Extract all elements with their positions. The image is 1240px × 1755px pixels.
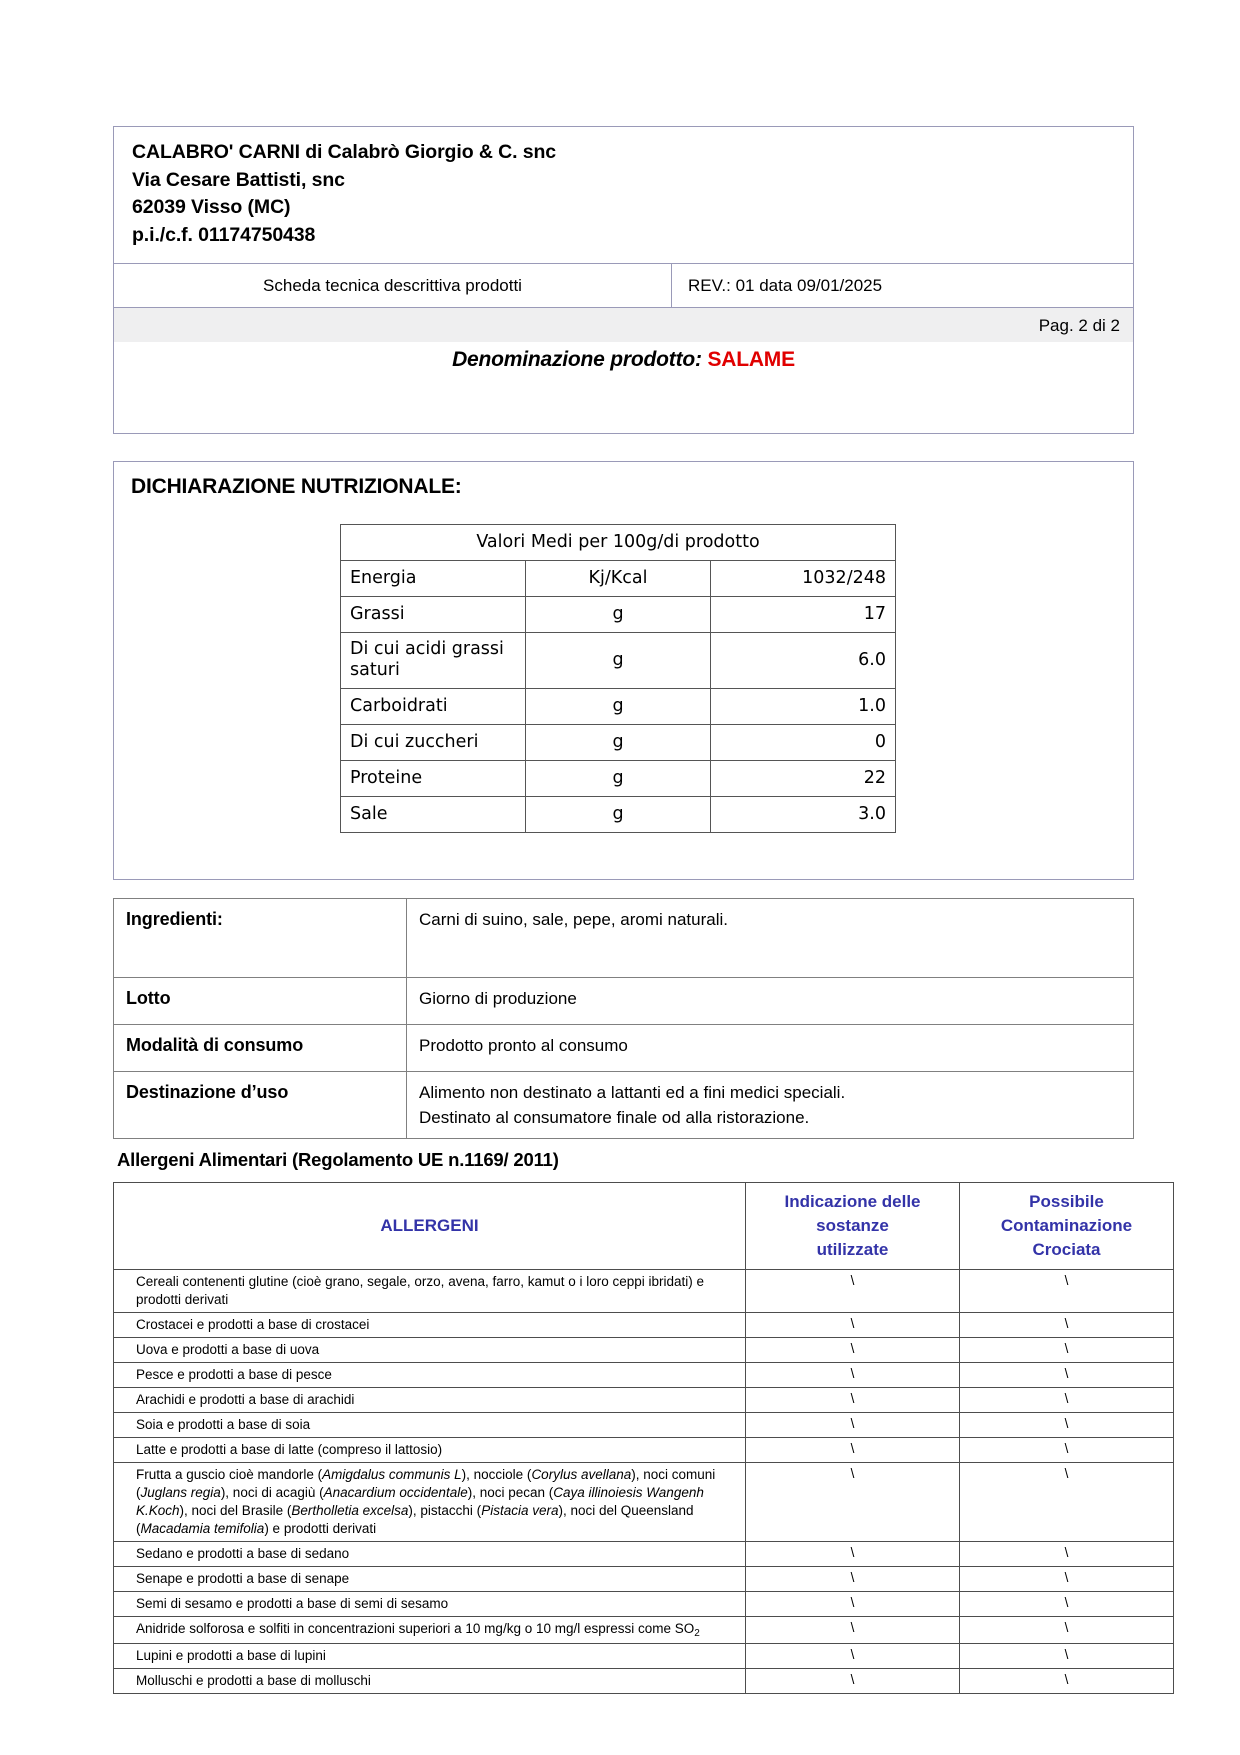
- allergen-used-mark: \: [746, 1617, 960, 1644]
- table-row: [341, 597, 896, 633]
- nutrient-unit: Kj/Kcal: [526, 561, 711, 597]
- table-row: [114, 899, 1134, 978]
- table-row: [341, 561, 896, 597]
- allergens-col-cross-line1: Possibile: [1029, 1192, 1104, 1211]
- info-key-ingredienti: Ingredienti:: [114, 899, 407, 978]
- table-row: [114, 1542, 1174, 1567]
- info-value-modalita-consumo: Prodotto pronto al consumo: [407, 1025, 1134, 1072]
- allergen-cross-contamination-mark: \: [960, 1644, 1174, 1669]
- allergens-col-used-line2: sostanze: [816, 1216, 889, 1235]
- company-address-block: [114, 127, 1133, 264]
- table-row: [114, 978, 1134, 1025]
- info-key-modalita-consumo: Modalità di consumo: [114, 1025, 407, 1072]
- allergens-col-used-line3: utilizzate: [816, 1240, 889, 1259]
- allergen-used-mark: \: [746, 1438, 960, 1463]
- allergen-cross-contamination-mark: \: [960, 1270, 1174, 1313]
- header-doc-meta-row: [114, 264, 1133, 308]
- table-row: [114, 1363, 1174, 1388]
- table-row: [114, 1592, 1174, 1617]
- nutrition-table-header: Valori Medi per 100g/di prodotto: [341, 525, 896, 561]
- company-city: 62039 Visso (MC): [132, 196, 291, 218]
- allergen-name: Anidride solforosa e solfiti in concentrazioni superiori a 10 mg/kg o 10 mg/l espressi come $SO_2$: [114, 1617, 746, 1644]
- product-denomination: [452, 348, 795, 372]
- allergens-col-used: [746, 1183, 960, 1270]
- nutrient-label: Proteine: [341, 761, 526, 797]
- allergen-cross-contamination-mark: \: [960, 1363, 1174, 1388]
- allergen-used-mark: \: [746, 1313, 960, 1338]
- info-value-destinazione-uso: [407, 1072, 1134, 1139]
- nutrient-unit: g: [526, 597, 711, 633]
- nutrition-section-title: DICHIARAZIONE NUTRIZIONALE:: [131, 475, 462, 498]
- allergen-used-mark: \: [746, 1270, 960, 1313]
- allergen-cross-contamination-mark: \: [960, 1567, 1174, 1592]
- nutrient-label: Sale: [341, 797, 526, 833]
- nutrient-value: 17: [711, 597, 896, 633]
- table-row: [114, 1072, 1134, 1139]
- allergens-col-name: ALLERGENI: [114, 1183, 746, 1270]
- nutrient-value: 6.0: [711, 633, 896, 689]
- nutrient-label: Grassi: [341, 597, 526, 633]
- info-value-destinazione-line2: Destinato al consumatore finale od alla ristorazione.: [419, 1108, 810, 1127]
- info-value-ingredienti: Carni di suino, sale, pepe, aromi naturali.: [407, 899, 1134, 978]
- nutrient-value: 1032/248: [711, 561, 896, 597]
- info-key-destinazione-uso: Destinazione d’uso: [114, 1072, 407, 1139]
- allergens-col-used-line1: Indicazione delle: [784, 1192, 921, 1211]
- allergen-used-mark: \: [746, 1338, 960, 1363]
- allergens-col-cross: [960, 1183, 1174, 1270]
- product-name: SALAME: [707, 348, 795, 371]
- allergen-cross-contamination-mark: \: [960, 1592, 1174, 1617]
- nutrient-value: 0: [711, 725, 896, 761]
- allergen-name: Sedano e prodotti a base di sedano: [114, 1542, 746, 1567]
- allergen-name: Semi di sesamo e prodotti a base di semi di sesamo: [114, 1592, 746, 1617]
- allergen-name: Pesce e prodotti a base di pesce: [114, 1363, 746, 1388]
- allergen-name: Lupini e prodotti a base di lupini: [114, 1644, 746, 1669]
- company-vat: p.i./c.f. 01174750438: [132, 223, 316, 246]
- table-row: [114, 1644, 1174, 1669]
- allergen-cross-contamination-mark: \: [960, 1463, 1174, 1542]
- allergen-used-mark: \: [746, 1669, 960, 1694]
- page-indicator-band: [114, 308, 1133, 342]
- allergen-cross-contamination-mark: \: [960, 1438, 1174, 1463]
- allergen-used-mark: \: [746, 1413, 960, 1438]
- allergen-name: Senape e prodotti a base di senape: [114, 1567, 746, 1592]
- nutrient-label: Di cui acidi grassi saturi: [341, 633, 526, 689]
- allergen-cross-contamination-mark: \: [960, 1338, 1174, 1363]
- allergen-name: Frutta a guscio cioè mandorle (Amigdalus communis L), nocciole (Corylus avellana), noci comuni (Juglans regia), noci di acagiù (Anacardium occidentale), noci pecan (Caya illinoiesis Wangenh K.Koch), noci del Brasile (Bertholletia excelsa), pistacchi (Pistacia vera), noci del Queensland (Macadamia temifolia) e prodotti derivati: [114, 1463, 746, 1542]
- table-row: [114, 1567, 1174, 1592]
- allergen-name: Cereali contenenti glutine (cioè grano, segale, orzo, avena, farro, kamut o i loro ceppi ibridati) e prodotti derivati: [114, 1270, 746, 1313]
- nutrition-table: [340, 524, 896, 833]
- nutrient-value: 22: [711, 761, 896, 797]
- table-row: [114, 1388, 1174, 1413]
- table-row: [114, 1438, 1174, 1463]
- allergen-name: Crostacei e prodotti a base di crostacei: [114, 1313, 746, 1338]
- allergen-used-mark: \: [746, 1567, 960, 1592]
- document-revision-label: REV.: 01 data 09/01/2025: [688, 275, 883, 295]
- nutrient-unit: g: [526, 689, 711, 725]
- allergen-name: Uova e prodotti a base di uova: [114, 1338, 746, 1363]
- product-info-table-body: [114, 899, 1134, 1139]
- allergen-cross-contamination-mark: \: [960, 1542, 1174, 1567]
- allergen-cross-contamination-mark: \: [960, 1388, 1174, 1413]
- product-info-table: [113, 898, 1134, 1139]
- allergens-table: [113, 1182, 1174, 1694]
- allergen-name: Latte e prodotti a base di latte (compreso il lattosio): [114, 1438, 746, 1463]
- nutrition-table-header-row: [341, 525, 896, 561]
- table-row: [114, 1270, 1174, 1313]
- table-row: [114, 1313, 1174, 1338]
- document-header-box: [113, 126, 1134, 434]
- nutrient-label: Energia: [341, 561, 526, 597]
- allergen-used-mark: \: [746, 1363, 960, 1388]
- table-row: [341, 725, 896, 761]
- allergen-name: Molluschi e prodotti a base di molluschi: [114, 1669, 746, 1694]
- table-row: [114, 1463, 1174, 1542]
- table-row: [114, 1617, 1174, 1644]
- nutrient-unit: g: [526, 797, 711, 833]
- allergen-used-mark: \: [746, 1463, 960, 1542]
- company-street: Via Cesare Battisti, snc: [132, 168, 345, 191]
- allergen-cross-contamination-mark: \: [960, 1413, 1174, 1438]
- table-row: [341, 689, 896, 725]
- table-row: [341, 797, 896, 833]
- company-name: CALABRO' CARNI di Calabrò Giorgio & C. snc: [132, 141, 557, 163]
- page-indicator: Pag. 2 di 2: [1038, 315, 1120, 335]
- nutrient-value: 3.0: [711, 797, 896, 833]
- table-row: [114, 1669, 1174, 1694]
- allergens-col-cross-line2: Contaminazione: [1000, 1216, 1133, 1235]
- table-row: [114, 1025, 1134, 1072]
- nutrient-unit: g: [526, 633, 711, 689]
- info-value-lotto: Giorno di produzione: [407, 978, 1134, 1025]
- allergen-cross-contamination-mark: \: [960, 1669, 1174, 1694]
- nutrition-table-body: [341, 525, 896, 833]
- nutrient-label: Di cui zuccheri: [341, 725, 526, 761]
- product-denomination-row: [114, 342, 1133, 433]
- allergen-name: Soia e prodotti a base di soia: [114, 1413, 746, 1438]
- table-row: [114, 1338, 1174, 1363]
- nutrition-declaration-box: [113, 461, 1134, 880]
- allergen-used-mark: \: [746, 1644, 960, 1669]
- allergens-col-cross-line3: Crociata: [1032, 1240, 1101, 1259]
- allergen-used-mark: \: [746, 1388, 960, 1413]
- info-key-lotto: Lotto: [114, 978, 407, 1025]
- allergen-used-mark: \: [746, 1542, 960, 1567]
- allergens-section-title: Allergeni Alimentari (Regolamento UE n.1169/ 2011): [117, 1149, 559, 1170]
- denomination-label: Denominazione prodotto:: [452, 348, 702, 371]
- table-row: [341, 761, 896, 797]
- nutrient-unit: g: [526, 725, 711, 761]
- allergen-used-mark: \: [746, 1592, 960, 1617]
- allergens-header-row: [114, 1183, 1174, 1270]
- allergens-table-body: [114, 1270, 1174, 1694]
- allergens-table-head: [114, 1183, 1174, 1270]
- document-type-label: Scheda tecnica descrittiva prodotti: [114, 264, 672, 307]
- nutrient-value: 1.0: [711, 689, 896, 725]
- info-value-destinazione-line1: Alimento non destinato a lattanti ed a fini medici speciali.: [419, 1083, 846, 1102]
- table-row: [114, 1413, 1174, 1438]
- allergen-cross-contamination-mark: \: [960, 1313, 1174, 1338]
- allergen-name: Arachidi e prodotti a base di arachidi: [114, 1388, 746, 1413]
- nutrient-label: Carboidrati: [341, 689, 526, 725]
- allergen-cross-contamination-mark: \: [960, 1617, 1174, 1644]
- table-row: [341, 633, 896, 689]
- nutrient-unit: g: [526, 761, 711, 797]
